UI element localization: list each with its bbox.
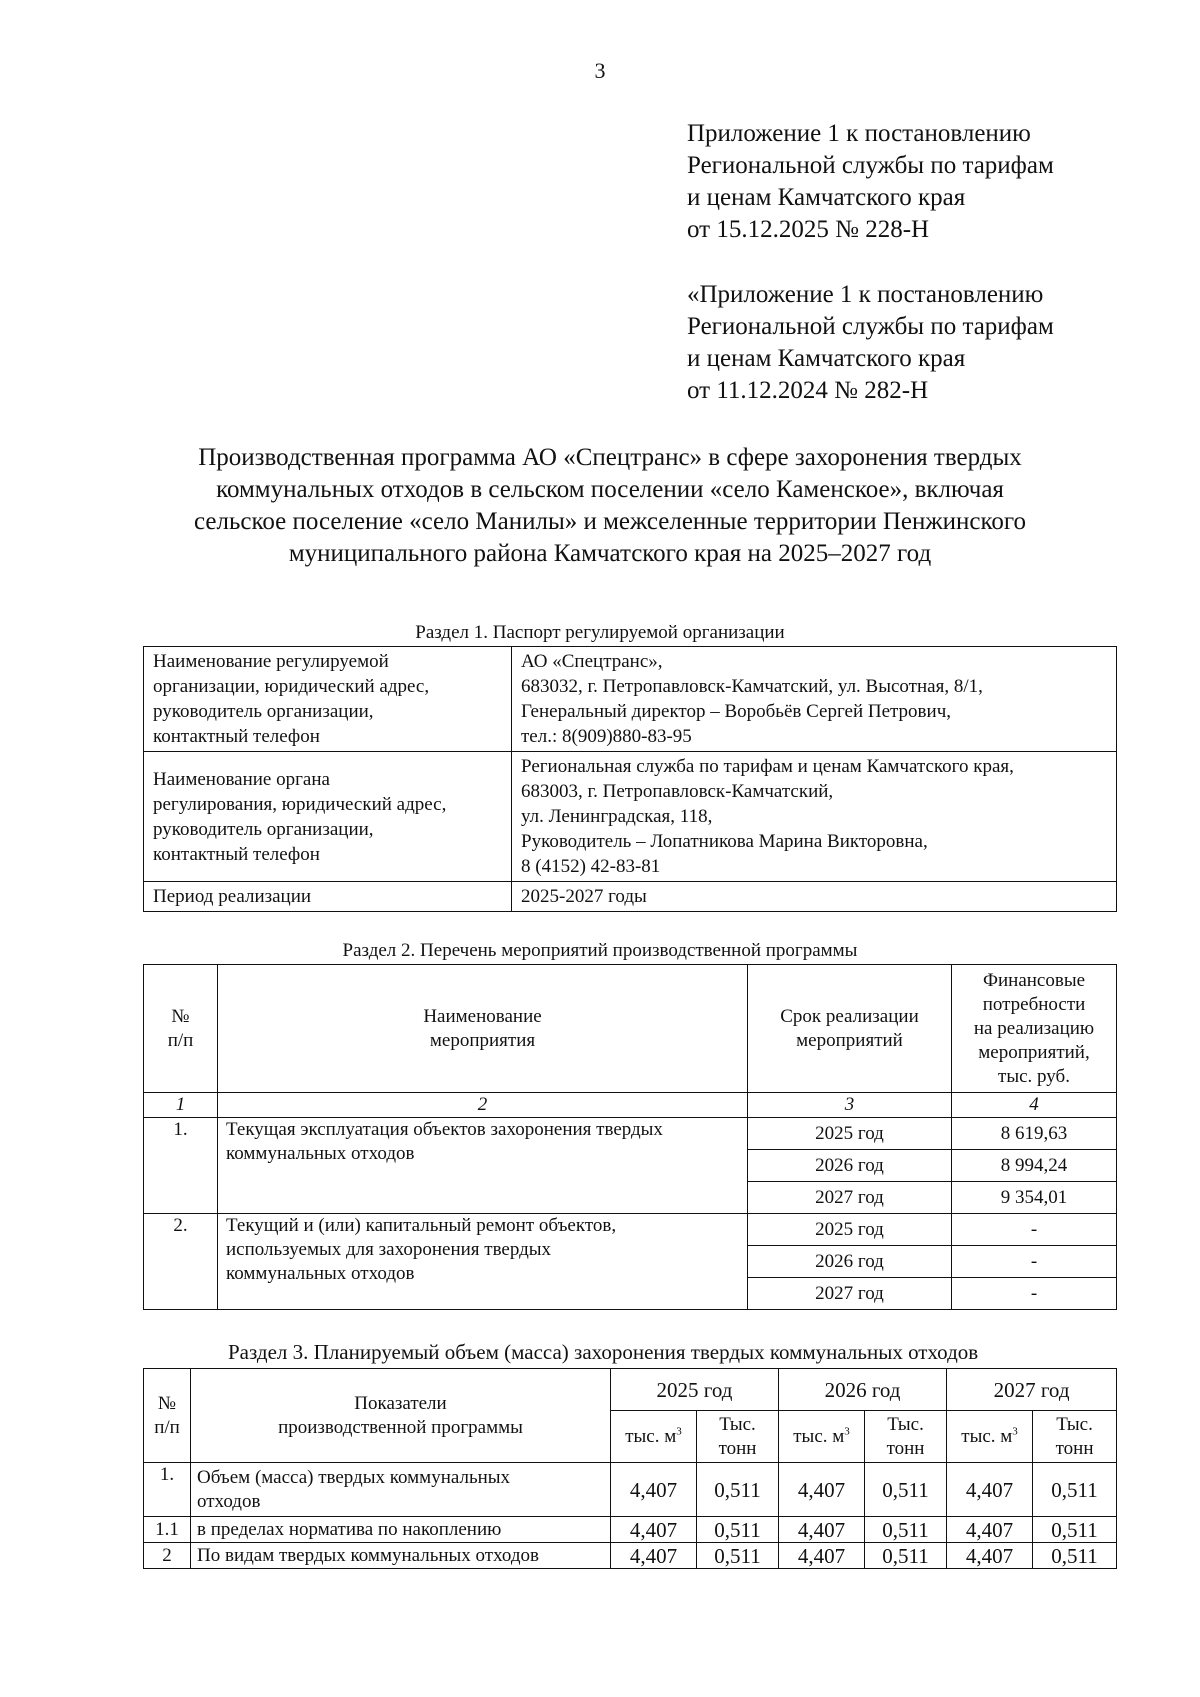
row-num: 1. (144, 1463, 191, 1517)
passport-label: Наименование регулируемой организации, юридический адрес, руководитель организации, контактный телефон (144, 647, 512, 752)
unit-volume: тыс. $м^3$ (611, 1411, 697, 1463)
unit-volume: тыс. $м^3$ (779, 1411, 865, 1463)
row-value: 4,407 (779, 1463, 865, 1517)
row-name: в пределах норматива по накоплению (191, 1517, 611, 1543)
unit-mass: Тыс. тонн (1033, 1411, 1117, 1463)
table-row (144, 1517, 1117, 1543)
measures-table (143, 964, 1117, 1310)
item-year: 2025 год (748, 1214, 952, 1246)
section1-caption: Раздел 1. Паспорт регулируемой организации (415, 622, 785, 643)
row-value: 0,511 (1033, 1517, 1117, 1543)
row-num: 2 (144, 1543, 191, 1569)
annex-line: Приложение 1 к постановлению (687, 120, 1031, 147)
item-value: - (952, 1246, 1117, 1278)
annex-line: и ценам Камчатского края (687, 345, 966, 372)
header-name: Наименование мероприятия (218, 965, 748, 1093)
item-year: 2025 год (748, 1118, 952, 1150)
passport-value: Региональная служба по тарифам и ценам Камчатского края, 683003, г. Петропавловск-Камчатский, ул. Ленинградская, 118, Руководитель – Лопатникова Марина Викторовна, 8 (4152) 42-83-81 (512, 752, 1117, 882)
row-value: 4,407 (611, 1543, 697, 1569)
column-number-row: 1 2 3 4 (144, 1093, 1117, 1118)
annex-header-current (687, 118, 1054, 246)
row-value: 4,407 (779, 1517, 865, 1543)
row-value: 0,511 (697, 1543, 779, 1569)
unit-mass: Тыс. тонн (865, 1411, 947, 1463)
item-year: 2027 год (748, 1278, 952, 1310)
row-value: 4,407 (779, 1543, 865, 1569)
item-year: 2027 год (748, 1182, 952, 1214)
passport-table (143, 646, 1117, 912)
row-value: 0,511 (865, 1517, 947, 1543)
row-value: 0,511 (865, 1463, 947, 1517)
section3-caption: Раздел 3. Планируемый объем (масса) захоронения твердых коммунальных отходов (228, 1340, 979, 1364)
row-value: 4,407 (947, 1543, 1033, 1569)
annex-line: от 15.12.2025 № 228-Н (687, 216, 930, 243)
volume-table (143, 1368, 1117, 1569)
table-row (144, 647, 1117, 752)
row-value: 0,511 (865, 1543, 947, 1569)
row-value: 4,407 (611, 1517, 697, 1543)
row-value: 4,407 (947, 1463, 1033, 1517)
header-year: 2025 год (611, 1369, 779, 1411)
annex-line: «Приложение 1 к постановлению (687, 281, 1044, 308)
item-name: Текущий и (или) капитальный ремонт объектов, используемых для захоронения твердых коммунальных отходов (218, 1214, 748, 1310)
annex-line: Региональной службы по тарифам (687, 152, 1054, 179)
annex-header-previous (687, 279, 1054, 407)
header-term: Срок реализации мероприятий (748, 965, 952, 1093)
item-year: 2026 год (748, 1246, 952, 1278)
table-row (144, 1118, 1117, 1150)
row-value: 0,511 (1033, 1463, 1117, 1517)
item-value: - (952, 1278, 1117, 1310)
table-row (144, 1463, 1117, 1517)
item-value: - (952, 1214, 1117, 1246)
page-number: 3 (594, 58, 606, 83)
item-num: 1. (144, 1118, 218, 1214)
header-indicator: Показатели производственной программы (191, 1369, 611, 1463)
table-header-row (144, 1369, 1117, 1411)
item-year: 2026 год (748, 1150, 952, 1182)
annex-line: от 11.12.2024 № 282-Н (687, 377, 929, 404)
row-value: 0,511 (697, 1517, 779, 1543)
row-num: 1.1 (144, 1517, 191, 1543)
row-name: Объем (масса) твердых коммунальных отходов (191, 1463, 611, 1517)
passport-value: 2025-2027 годы (512, 882, 1117, 912)
unit-volume: тыс. $м^3$ (947, 1411, 1033, 1463)
header-finance: Финансовые потребности на реализацию мероприятий, тыс. руб. (952, 965, 1117, 1093)
item-value: 9 354,01 (952, 1182, 1117, 1214)
page-title: Производственная программа АО «Спецтранс» в сфере захоронения твердых коммунальных отходов в сельском поселении «село Каменское», включая сельское поселение «село Манилы» и межселенные территории Пенжинского муниципального района Камчатского края на 2025–2027 год (193, 444, 1026, 567)
row-value: 0,511 (1033, 1543, 1117, 1569)
section2-caption: Раздел 2. Перечень мероприятий производственной программы (342, 940, 858, 961)
item-name: Текущая эксплуатация объектов захоронения твердых коммунальных отходов (218, 1118, 748, 1214)
table-row (144, 1543, 1117, 1569)
header-year: 2027 год (947, 1369, 1117, 1411)
header-year: 2026 год (779, 1369, 947, 1411)
row-value: 0,511 (697, 1463, 779, 1517)
row-value: 4,407 (947, 1517, 1033, 1543)
annex-line: и ценам Камчатского края (687, 184, 966, 211)
table-row (144, 752, 1117, 882)
header-num: № п/п (144, 1369, 191, 1463)
unit-mass: Тыс. тонн (697, 1411, 779, 1463)
header-num: № п/п (144, 965, 218, 1093)
table-header-row (144, 965, 1117, 1093)
item-value: 8 994,24 (952, 1150, 1117, 1182)
row-name: По видам твердых коммунальных отходов (191, 1543, 611, 1569)
passport-label: Наименование органа регулирования, юридический адрес, руководитель организации, контактный телефон (144, 752, 512, 882)
table-row (144, 1214, 1117, 1246)
passport-value: АО «Спецтранс», 683032, г. Петропавловск-Камчатский, ул. Высотная, 8/1, Генеральный директор – Воробьёв Сергей Петрович, тел.: 8(909)880-83-95 (512, 647, 1117, 752)
table-row (144, 882, 1117, 912)
annex-line: Региональной службы по тарифам (687, 313, 1054, 340)
item-num: 2. (144, 1214, 218, 1310)
passport-label: Период реализации (144, 882, 512, 912)
item-value: 8 619,63 (952, 1118, 1117, 1150)
row-value: 4,407 (611, 1463, 697, 1517)
